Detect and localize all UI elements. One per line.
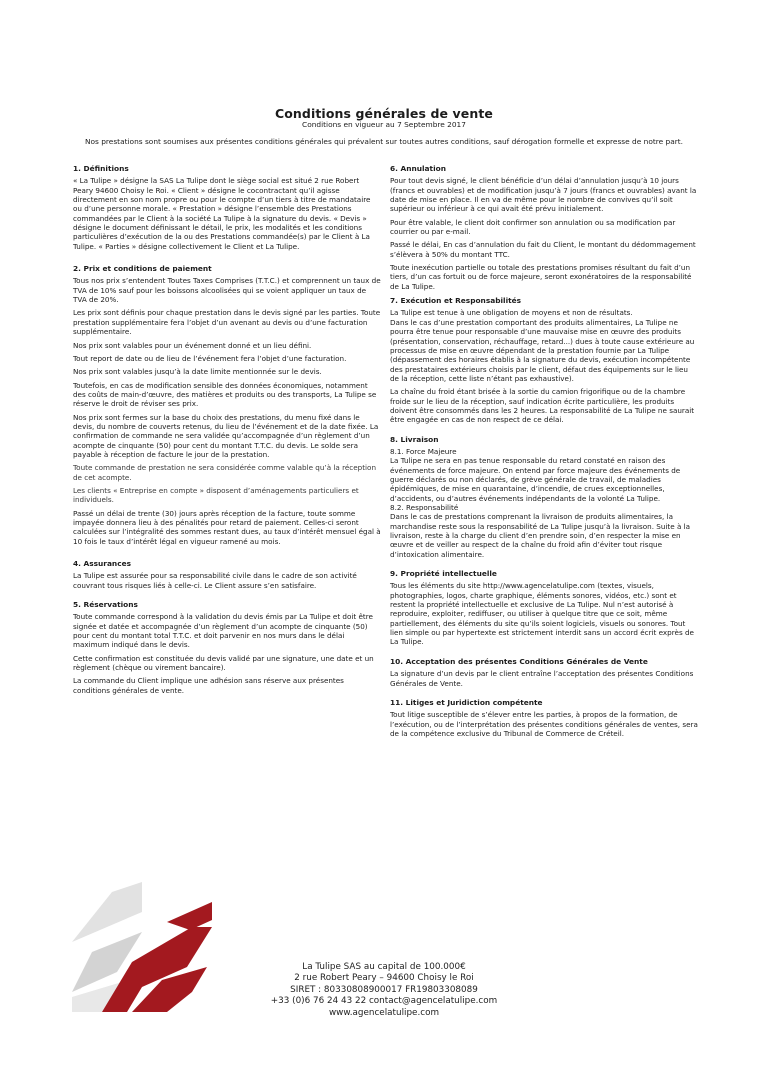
section-paragraph: Dans le cas d’une prestation comportant des produits alimentaires, La Tulipe ne pourra être tenue pour responsable d’une mauvaise mise en œuvre des produits (présentation, conservation, réchauffage, retard...) dues à toute cause extérieure au processus de mise en œuvre dépendant de la prestation fournie par La Tulipe (dépassement des horaires établis à la signature du devis, exécution incompétente des prestataires extérieurs choisis par le client, défaut des équipements sur le lieu de la réception, cette liste n’étant pas exhaustive).: [390, 317, 695, 383]
section-heading: 6. Annulation: [390, 164, 446, 173]
section-litiges: [390, 698, 698, 738]
section-paragraph: Pour tout devis signé, le client bénéficie d’un délai d’annulation jusqu’à 10 jours (francs et ouvrables) et de modification jusqu’à 7 jours (francs et ouvrables) avant la date de mise en place. Il en va de même pour le nombre de convives qu’il soit supérieur ou inférieur à ce qui avait été prévu initialement.: [390, 176, 697, 214]
section-paragraph: Toute inexécution partielle ou totale des prestations promises résultant du fait d’un tiers, d’un cas fortuit ou de force majeure, seront exonératoires de la responsabilité de La Tulipe.: [390, 263, 692, 291]
section-reservations: [73, 600, 381, 695]
section-paragraph: La Tulipe ne sera en pas tenue responsable du retard constaté en raison des événements de force majeure. On entend par force majeure des événements de guerre déclarés ou non déclarés, de grève générale de travail, de maladies épidémiques, de mise en quarantaine, d’incendie, de crues exceptionnelles, d’accidents, ou d’autres événements indépendants de la volonté La Tulipe.: [390, 456, 681, 503]
section-paragraph: Tout litige susceptible de s’élever entre les parties, à propos de la formation, de l’exécution, ou de l’interprétation des présentes conditions générales de ventes, sera de la compétence exclusive du Tribunal de Commerce de Créteil.: [390, 710, 698, 738]
section-heading: 5. Réservations: [73, 600, 138, 610]
document-intro: Nos prestations sont soumises aux présentes conditions générales qui prévalent sur toutes autres conditions, sauf dérogation formelle et expresse de notre part.: [84, 137, 684, 146]
section-paragraph: La Tulipe est assurée pour sa responsabilité civile dans le cadre de son activité couvrant tous risques liés à celle-ci. Le Client assure s’en satisfaire.: [73, 571, 357, 590]
left-column: [73, 164, 381, 700]
section-heading: 9. Propriété intellectuelle: [390, 569, 497, 579]
section-paragraph: Toute commande de prestation ne sera considérée comme valable qu’à la réception de cet acompte.: [73, 463, 377, 482]
section-paragraph: La Tulipe est tenue à une obligation de moyens et non de résultats.: [390, 308, 633, 318]
section-paragraph: Pour être valable, le client doit confirmer son annulation ou sa modification par courrier ou par e-mail.: [390, 217, 676, 237]
footer-website-line: www.agencelatulipe.com: [328, 1007, 440, 1018]
section-annulation: [390, 164, 698, 291]
footer-company-line: La Tulipe SAS au capital de 100.000€: [302, 962, 466, 972]
section-subheading: 8.1. Force Majeure: [390, 446, 457, 456]
section-paragraph: « La Tulipe » désigne la SAS La Tulipe dont le siège social est situé 2 rue Robert Peary 94600 Choisy le Roi. « Client » désigne le cocontractant qu’il agisse directement en son nom propre ou pour le compte d’un tiers à titre de mandataire ou d’une personne morale. « Prestation » désigne l’ensemble des Prestations commandées par le Client à la société La Tulipe à la signature du devis. « Devis » désigne le document définissant le détail, le prix, les modalités et les conditions particulières d’exécution de la ou des Prestations commandée(s) par le Client à La Tulipe. « Parties » désigne collectivement le Client et La Tulipe.: [73, 176, 371, 251]
section-paragraph: Dans le cas de prestations comprenant la livraison de produits alimentaires, la marchandise reste sous la responsabilité de La Tulipe jusqu’à la livraison. Suite à la livraison, reste à la charge du client d’en prendre soin, d’en respecter la mise en œuvre et de veiller au respect de la chaîne du froid afin d’éviter tout risque d’intoxication alimentaire.: [390, 512, 691, 559]
section-paragraph: Nos prix sont valables jusqu’à la date limite mentionnée sur le devis.: [73, 367, 322, 377]
document-title: Conditions générales de vente: [274, 106, 494, 121]
footer-siret-line: SIRET : 80330808900017 FR19803308089: [290, 984, 478, 995]
section-prix: [73, 264, 381, 546]
section-propriete: [390, 569, 698, 647]
section-execution: [390, 296, 698, 424]
section-heading: 2. Prix et conditions de paiement: [73, 264, 212, 274]
section-paragraph: La chaîne du froid étant brisée à la sortie du camion frigorifique ou de la chambre froide sur le lieu de la réception, sauf indication écrite particulière, les produits doivent être consommés dans les 2 heures. La responsabilité de La Tulipe ne saurait être engagée en cas de non respect de ce délai.: [390, 387, 695, 425]
section-paragraph: Les prix sont définis pour chaque prestation dans le devis signé par les parties. Toute prestation supplémentaire fera l’objet d’un avenant au devis ou d’une facturation supplémentaire.: [73, 308, 381, 337]
section-heading: 8. Livraison: [390, 434, 439, 444]
section-heading: 7. Exécution et Responsabilités: [390, 296, 522, 306]
footer-contact-line: +33 (0)6 76 24 43 22 contact@agencelatulipe.com: [270, 996, 498, 1007]
section-paragraph: Nos prix sont fermes sur la base du choix des prestations, du menu fixé dans le devis, du nombre de couverts retenus, du lieu de l’événement et de la date fixée. La confirmation de commande ne sera validée qu’accompagnée d’un règlement d’un acompte de cinquante (50) pour cent du montant T.T.C. du devis. Le solde sera payable à réception de facture le jour de la prestation.: [73, 412, 379, 459]
section-heading: 11. Litiges et Juridiction compétente: [390, 697, 543, 707]
section-paragraph: Tout report de date ou de lieu de l’événement fera l’objet d’une facturation.: [73, 353, 347, 363]
section-paragraph: Toutefois, en cas de modification sensible des données économiques, notamment des coûts de main-d’œuvre, des matières et produits ou des transports, La Tulipe se réserve le droit de réviser ses prix.: [73, 380, 377, 409]
section-paragraph: Tous nos prix s’entendent Toutes Taxes Comprises (T.T.C.) et comprennent un taux de TVA de 10% sauf pour les boissons alcoolisées qui se voient appliquer un taux de TVA de 20%.: [73, 276, 381, 305]
section-paragraph: Tous les éléments du site http://www.agencelatulipe.com (textes, visuels, photographies, logos, charte graphique, éléments sonores, vidéos, etc.) sont et restent la propriété intellectuelle et exclusive de La Tulipe. Nul n’est autorisé à reproduire, exploiter, rediffuser, ou utiliser à quelque titre que ce soit, même partiellement, des éléments du site qu’ils soient logiciels, visuels ou sonores. Tout lien simple ou par hypertexte est strictement interdit sans un accord écrit exprès de La Tulipe.: [390, 581, 694, 647]
company-footer: [0, 962, 768, 1019]
section-assurances: [73, 559, 381, 590]
section-definitions: [73, 164, 381, 251]
section-acceptation: [390, 657, 698, 688]
section-heading: 4. Assurances: [73, 559, 131, 569]
section-livraison: [390, 435, 698, 559]
section-heading: 1. Définitions: [73, 164, 129, 173]
footer-address-line: 2 rue Robert Peary – 94600 Choisy le Roi: [294, 973, 474, 984]
section-paragraph: Passé le délai, En cas d’annulation du fait du Client, le montant du dédommagement s’élèvera à 50% du montant TTC.: [390, 240, 696, 259]
section-paragraph: La commande du Client implique une adhésion sans réserve aux présentes conditions générales de vente.: [73, 676, 344, 695]
section-paragraph: Passé un délai de trente (30) jours après réception de la facture, toute somme impayée donnera lieu à des pénalités pour retard de paiement. Celles-ci seront calculées sur l’intégralité des sommes restant dues, au taux d’intérêt mensuel égal à 10 fois le taux d’intérêt légal en vigueur ramené au mois.: [73, 508, 381, 546]
section-paragraph: Les clients « Entreprise en compte » disposent d’aménagements particuliers et individuels.: [73, 485, 359, 505]
section-subheading: 8.2. Responsabilité: [390, 503, 459, 512]
section-heading: 10. Acceptation des présentes Conditions Générales de Vente: [390, 656, 648, 666]
section-paragraph: Nos prix sont valables pour un événement donné et un lieu défini.: [73, 340, 312, 350]
section-paragraph: Toute commande correspond à la validation du devis émis par La Tulipe et doit être signée et datée et accompagnée d’un règlement d’un acompte de cinquante (50) pour cent du montant total T.T.C. et doit parvenir en nos murs dans le délai maximum indiqué dans le devis.: [73, 612, 373, 650]
section-paragraph: La signature d’un devis par le client entraîne l’acceptation des présentes Conditions Générales de Vente.: [390, 669, 694, 688]
document-subtitle: Conditions en vigueur au 7 Septembre 2017: [302, 120, 466, 129]
right-column: [390, 164, 698, 743]
section-paragraph: Cette confirmation est constituée du devis validé par une signature, une date et un règlement (chèque ou virement bancaire).: [73, 653, 374, 673]
